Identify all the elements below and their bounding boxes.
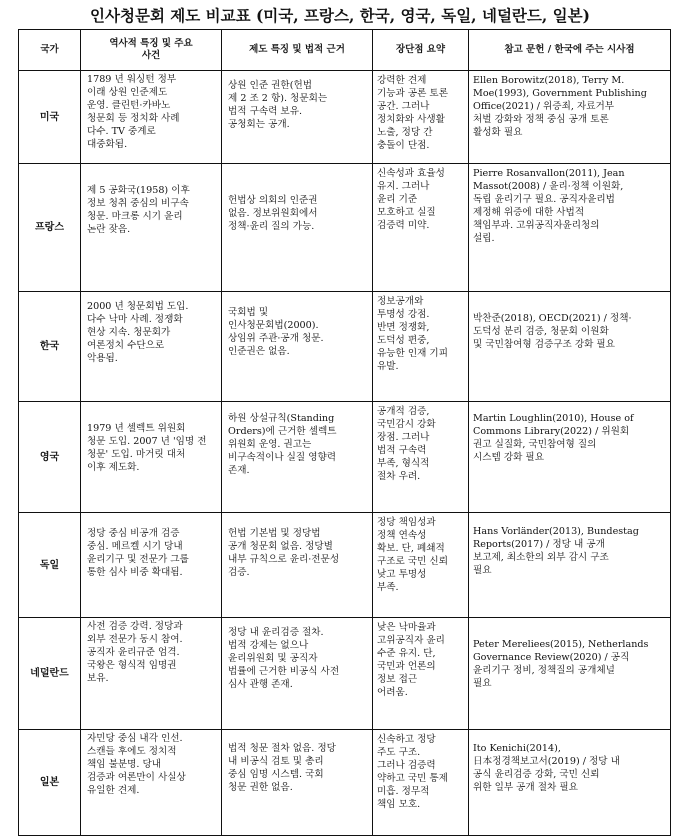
system-cell: 법적 청문 절차 없음. 정당 내 비공식 검토 및 총리 중심 임명 시스템. 국회 청문 권한 없음. [222,730,373,836]
pros-cons-cell: 강력한 견제 기능과 공론 토론 공간. 그러나 정치화와 사생활 노출, 정당 간 충돌이 단점. [373,71,469,164]
history-cell: 정당 중심 비공개 검증 중심. 메르켈 시기 당내 윤리기구 및 전문가 그룹 통한 심사 비중 확대됨. [81,513,222,618]
references-cell: Martin Loughlin(2010), House of Commons Library(2022) / 위원회 권고 실질화, 국민참여형 질의 시스템 강화 필요 [469,402,671,513]
system-cell: 하원 상설규칙(Standing Orders)에 근거한 셀렉트 위원회 운영. 권고는 비구속적이나 실질 영향력 존재. [222,402,373,513]
header-system: 제도 특징 및 법적 근거 [222,30,373,71]
history-cell: 1789 년 워싱턴 정부 이래 상원 인준제도 운영. 클린턴·카바노 청문회 등 정치화 사례 다수. TV 중계로 대중화됨. [81,71,222,164]
history-cell: 1979 년 셀렉트 위원회 청문 도입. 2007 년 '임명 전 청문' 도입. 마거릿 대처 이후 제도화. [81,402,222,513]
system-cell: 국회법 및 인사청문회법(2000). 상임위 주관·공개 청문. 인준권은 없음. [222,292,373,402]
pros-cons-cell: 낮은 낙마율과 고위공직자 윤리 수준 유지. 단, 국민과 언론의 정보 접근 어려움. [373,618,469,730]
history-cell: 사전 검증 강력. 정당과 외부 전문가 동시 참여. 공직자 윤리규준 엄격. 국왕은 형식적 임명권 보유. [81,618,222,730]
pros-cons-cell: 공개적 검증, 국민감시 강화 장점. 그러나 법적 구속력 부족, 형식적 절차 우려. [373,402,469,513]
references-cell: Ito Kenichi(2014), 日本정경책보고서(2019) / 정당 내 공식 윤리검증 강화, 국민 신뢰 위한 일부 공개 절차 필요 [469,730,671,836]
pros-cons-cell: 신속성과 효율성 유지. 그러나 윤리 기준 모호하고 실질 검증력 미약. [373,164,469,292]
history-cell: 자민당 중심 내각 인선. 스캔들 후에도 정치적 책임 불분명. 당내 검증과 여론만이 사실상 유일한 견제. [81,730,222,836]
country-cell: 독일 [19,513,81,618]
header-references: 참고 문헌 / 한국에 주는 시사점 [469,30,671,71]
page-title: 인사청문회 제도 비교표 (미국, 프랑스, 한국, 영국, 독일, 네덜란드, 일본) [90,6,590,25]
system-cell: 정당 내 윤리검증 절차. 법적 강제는 없으나 윤리위원회 및 공직자 법률에 근거한 비공식 사전 심사 관행 존재. [222,618,373,730]
header-country: 국가 [19,30,81,71]
header-history: 역사적 특징 및 주요 사건 [81,30,222,71]
system-cell: 헌법 기본법 및 정당법 공개 청문회 없음. 정당별 내부 규칙으로 윤리·전문성 검증. [222,513,373,618]
header-row [19,30,671,71]
table-row [19,292,671,402]
comparison-table [18,29,671,836]
system-cell: 상원 인준 권한(헌법 제 2 조 2 항). 청문회는 법적 구속력 보유. 공청회는 공개. [222,71,373,164]
system-cell: 헌법상 의회의 인준권 없음. 정보위원회에서 정책·윤리 질의 가능. [222,164,373,292]
references-cell: Peter Mereliees(2015), Netherlands Governance Review(2020) / 공직 윤리기구 정비, 정책질의 공개체널 필요 [469,618,671,730]
country-cell: 미국 [19,71,81,164]
table-row [19,513,671,618]
table-row [19,71,671,164]
pros-cons-cell: 신속하고 정당 주도 구조. 그러나 검증력 약하고 국민 통제 미흡. 정무적 책임 모호. [373,730,469,836]
country-cell: 네덜란드 [19,618,81,730]
header-pros-cons: 장단점 요약 [373,30,469,71]
pros-cons-cell: 정보공개와 투명성 강점. 반면 정쟁화, 도덕성 편중, 유능한 인재 기피 유발. [373,292,469,402]
references-cell: Hans Vorländer(2013), Bundestag Reports(2017) / 정당 내 공개 보고제, 최소한의 외부 감시 구조 필요 [469,513,671,618]
table-row [19,730,671,836]
country-cell: 한국 [19,292,81,402]
references-cell: Ellen Borowitz(2018), Terry M. Moe(1993), Government Publishing Office(2021) / 위증죄, 자료거부 처벌 강화와 정책 중심 공개 토론 활성화 필요 [469,71,671,164]
table-row [19,402,671,513]
pros-cons-cell: 정당 책임성과 정책 연속성 확보. 단, 폐쇄적 구조로 국민 신뢰 낮고 투명성 부족. [373,513,469,618]
country-cell: 일본 [19,730,81,836]
references-cell: Pierre Rosanvallon(2011), Jean Massot(2008) / 윤리·정책 이원화, 독립 윤리기구 필요. 공직자윤리법 제정해 위증에 대한 사법적 책임부과. 고위공직자윤리청의 설립. [469,164,671,292]
history-cell: 제 5 공화국(1958) 이후 정보 청취 중심의 비구속 청문. 마크롱 시기 윤리 논란 잦음. [81,164,222,292]
table-row [19,618,671,730]
table-row [19,164,671,292]
history-cell: 2000 년 청문회법 도입. 다수 낙마 사례. 정쟁화 현상 지속. 청문회가 여론정치 수단으로 악용됨. [81,292,222,402]
references-cell: 박찬준(2018), OECD(2021) / 정책· 도덕성 분리 검증, 청문회 이원화 및 국민참여형 검증구조 강화 필요 [469,292,671,402]
country-cell: 영국 [19,402,81,513]
country-cell: 프랑스 [19,164,81,292]
